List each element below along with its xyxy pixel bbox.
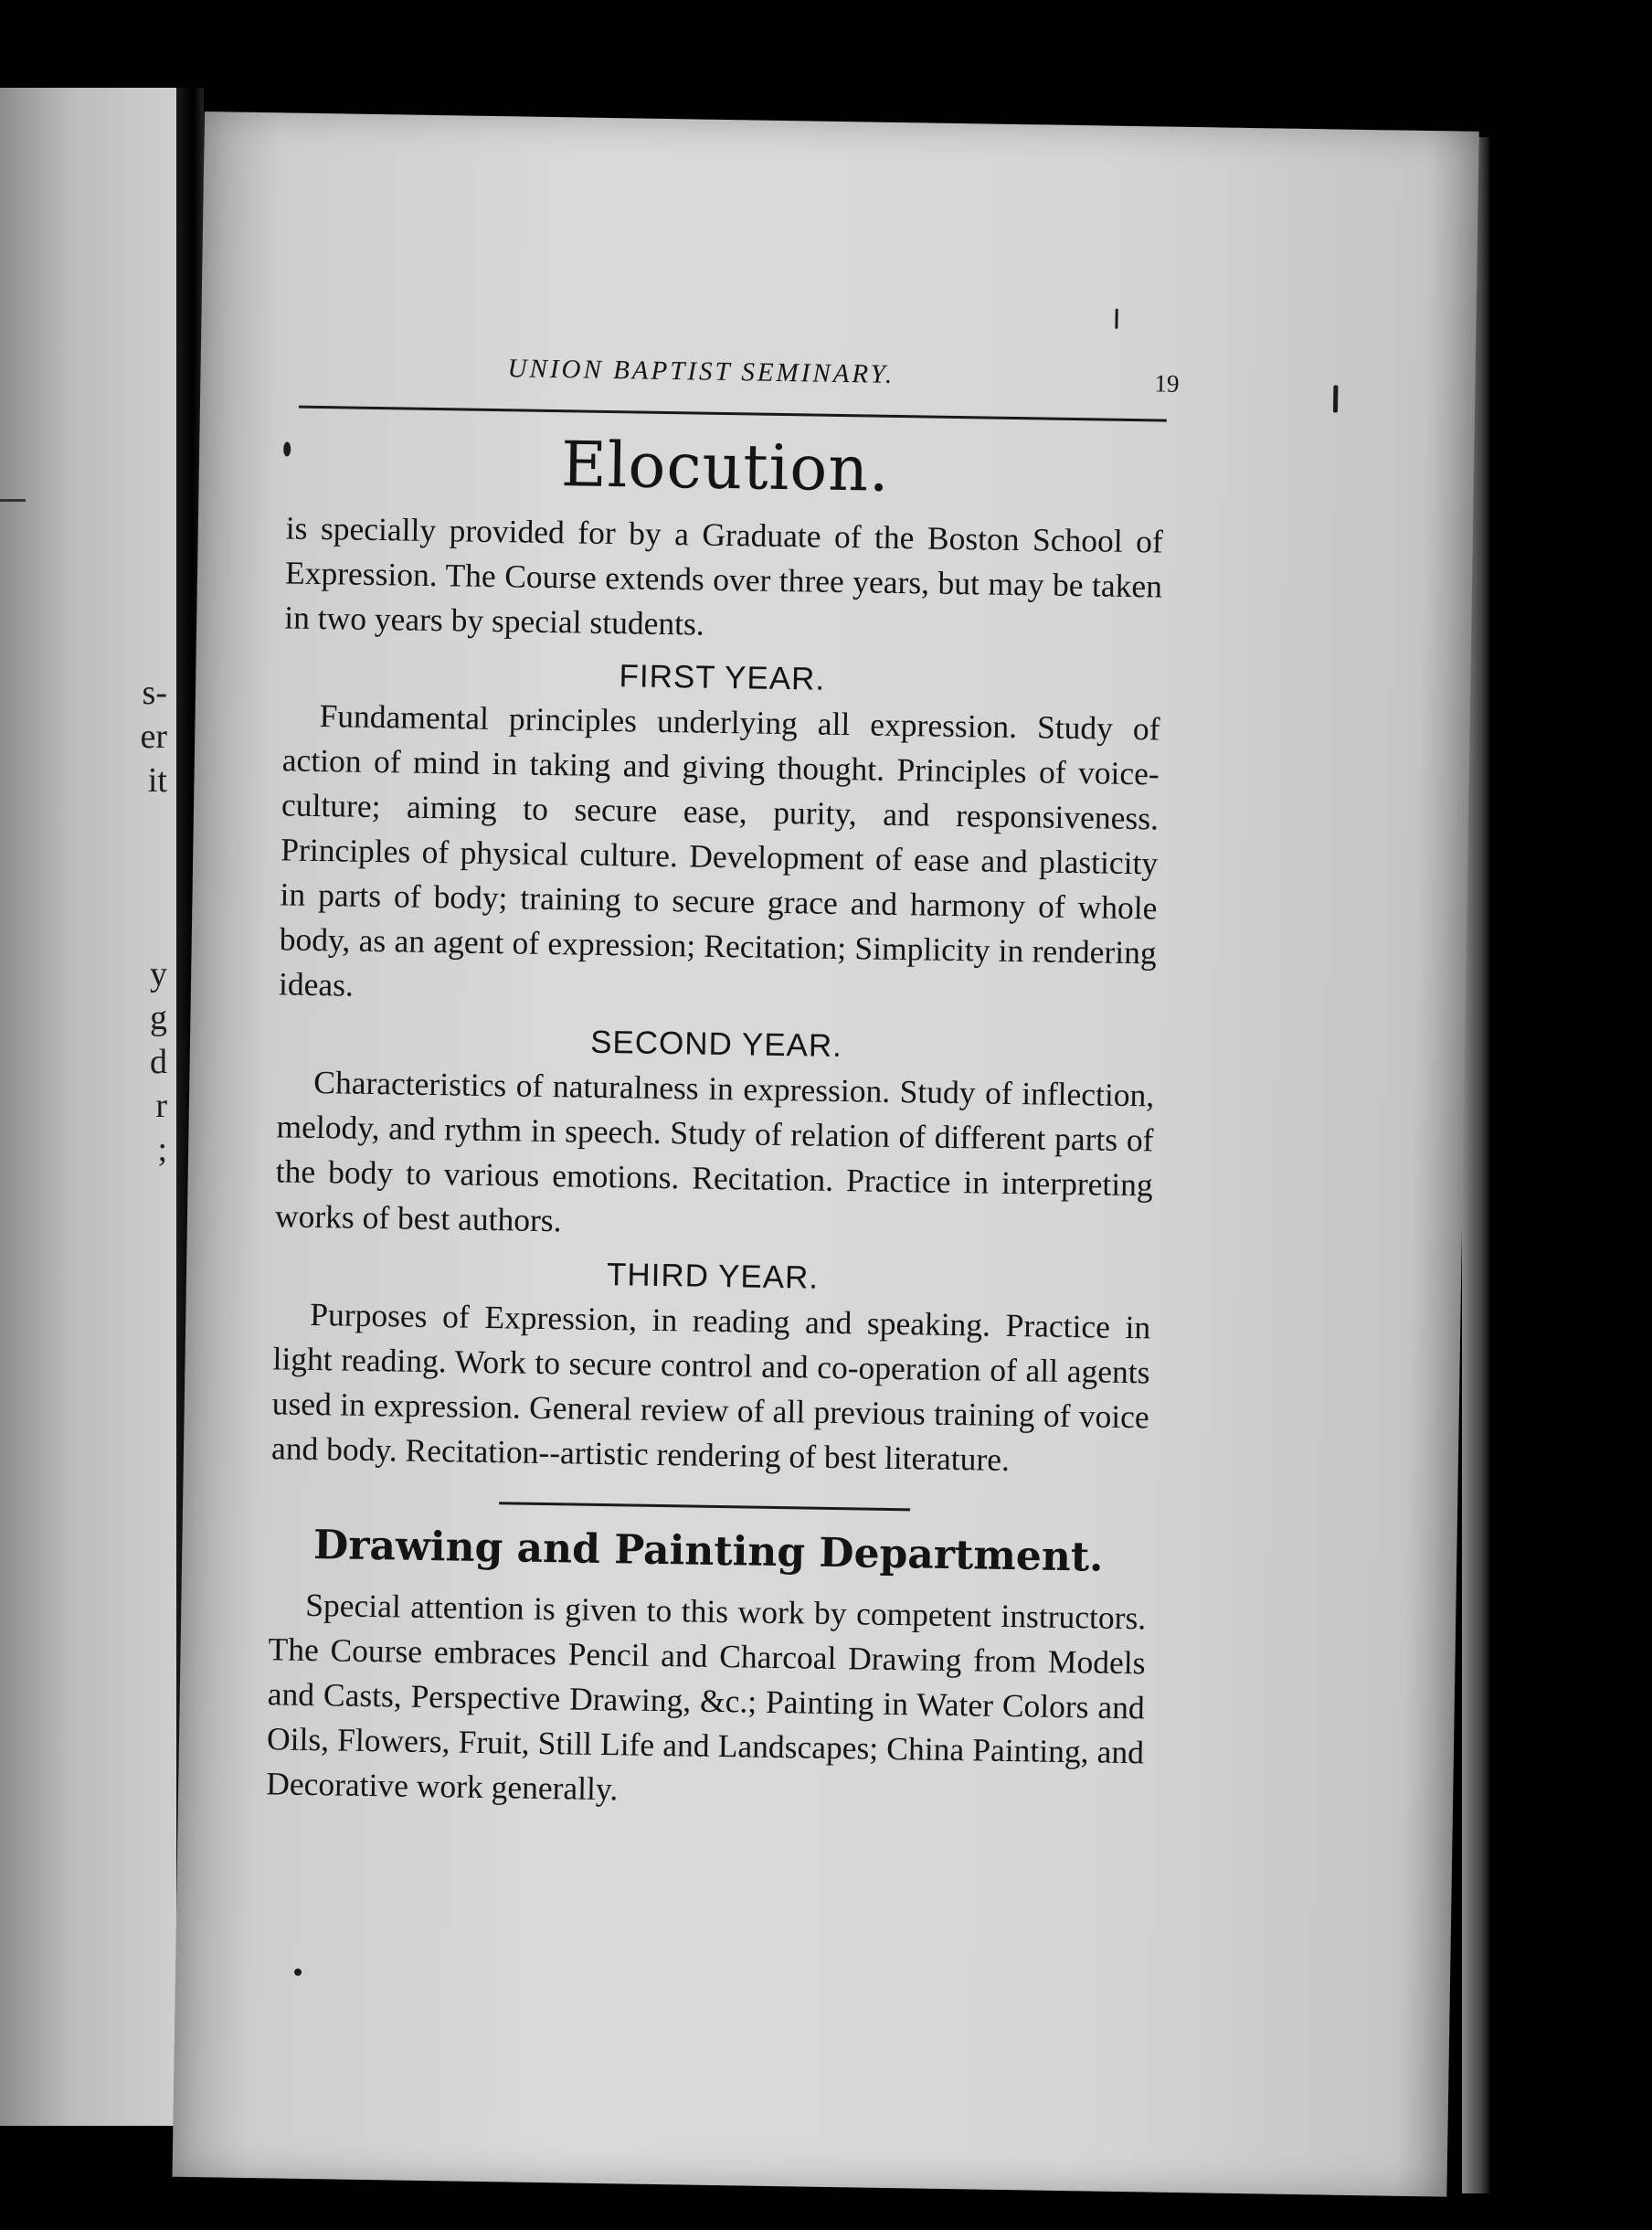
facing-page-text: y xyxy=(150,955,167,993)
drawing-painting-title: Drawing and Painting Department. xyxy=(312,1522,1104,1581)
facing-page-text: s- xyxy=(142,674,167,712)
page-content xyxy=(266,350,1349,1822)
first-year-text: Fundamental principles underlying all expression. Study of action of mind in taking and giving thought. Principles of voice-culture; aiming to secure ease, purity, and responsiveness. Principles of physical culture. Development of ease and plasticity in parts of body; training to secure grace and harmony of whole body, as an agent of expression; Recitation; Simplicity in rendering ideas. xyxy=(278,697,1160,1004)
second-year-heading: SECOND YEAR. xyxy=(589,1024,843,1065)
elocution-intro: is specially provided for by a Graduate of the Boston School of Expression. The Course extends over three years, but may be taken in two years by special students. xyxy=(284,509,1164,642)
ink-speck xyxy=(294,1969,302,1976)
book-page xyxy=(173,112,1479,2197)
facing-page-text: r xyxy=(155,1087,167,1125)
facing-page-text: g xyxy=(150,999,167,1037)
ink-speck xyxy=(1115,309,1117,329)
facing-page-rule xyxy=(0,499,26,502)
section-divider xyxy=(499,1502,910,1511)
third-year-text: Purposes of Expression, in reading and speaking. Practice in light reading. Work to secure control and co-operation of all agents used in expression. General review of all previous training of voice and body. Recitation--artistic rendering of best literature. xyxy=(270,1295,1151,1479)
first-year-heading: FIRST YEAR. xyxy=(619,658,826,697)
facing-page-text: it xyxy=(147,761,167,800)
page-number: 19 xyxy=(1154,369,1180,398)
elocution-title: Elocution. xyxy=(560,429,891,506)
facing-page-text: er xyxy=(140,717,167,756)
facing-page-text: ; xyxy=(157,1131,167,1169)
facing-page-fragment xyxy=(0,88,176,2126)
running-head-title: UNION BAPTIST SEMINARY. xyxy=(507,354,895,389)
running-head xyxy=(288,350,1349,421)
second-year-text: Characteristics of naturalness in expression. Study of inflection, melody, and rythm in speech. Study of relation of different parts of the body to various emotions. Recitation. Practice in interpreting works of best authors. xyxy=(274,1064,1155,1239)
drawing-painting-text: Special attention is given to this work by competent instructors. The Course embraces Pencil and Charcoal Drawing from Models and Casts, Perspective Drawing, &c.; Painting in Water Colors and Oils, Flowers, Fruit, Still Life and Landscapes; China Painting, and Decorative work generally. xyxy=(265,1586,1147,1808)
facing-page-text: d xyxy=(150,1043,167,1081)
third-year-heading: THIRD YEAR. xyxy=(606,1257,820,1296)
